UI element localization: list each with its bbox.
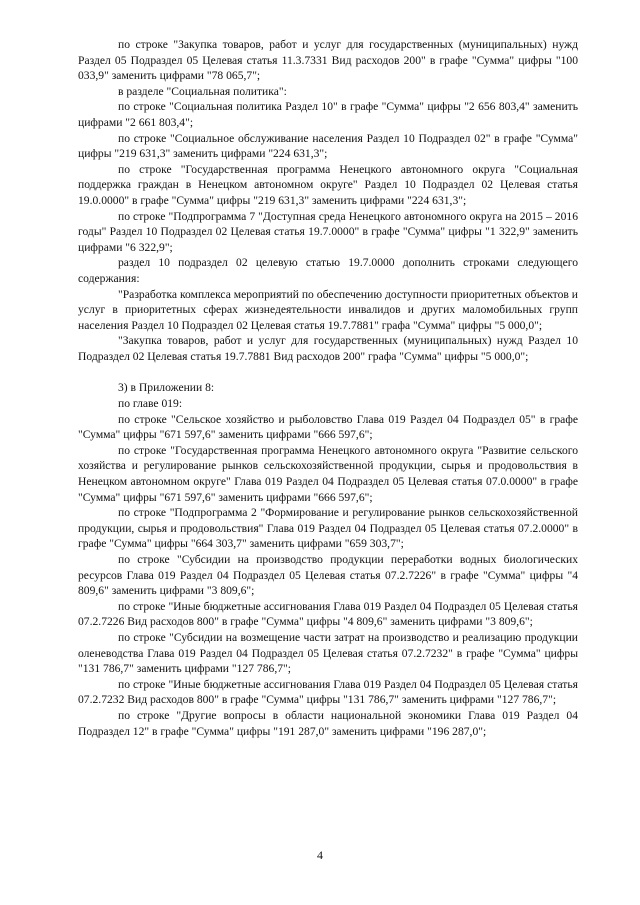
paragraph: по строке "Иные бюджетные ассигнования Глава 019 Раздел 04 Подраздел 05 Целевая статья 07.2.7232 Вид расходов 800" в графе "Сумма" цифры "131 786,7" заменить цифрами "127 786,7"; xyxy=(78,677,578,707)
document-body xyxy=(78,37,578,739)
paragraph: по строке "Социальная политика Раздел 10" в графе "Сумма" цифры "2 656 803,4" заменить цифрами "2 661 803,4"; xyxy=(78,100,578,129)
paragraph: по главе 019: xyxy=(118,397,183,411)
paragraph: по строке "Сельское хозяйство и рыболовство Глава 019 Раздел 04 Подраздел 05" в графе "Сумма" цифры "671 597,6" заменить цифрами "666 597,6"; xyxy=(78,412,578,442)
paragraph: по строке "Субсидии на производство продукции переработки водных биологических ресурсов Глава 019 Раздел 04 Подраздел 05 Целевая статья 07.2.7226" в графе "Сумма" цифры "4 809,6" заменить цифрами "3 809,6"; xyxy=(78,553,578,598)
paragraph: по строке "Социальное обслуживание населения Раздел 10 Подраздел 02" в графе "Сумма" цифры "219 631,3" заменить цифрами "224 631,3"; xyxy=(78,131,578,161)
paragraph: по строке "Закупка товаров, работ и услуг для государственных (муниципальных) нужд Раздел 05 Подраздел 05 Целевая статья 11.3.7331 Вид расходов 200" в графе "Сумма" цифры "100 033,9" заменить цифрами "78 065,7"; xyxy=(78,38,578,83)
paragraph: "Разработка комплекса мероприятий по обеспечению доступности приоритетных объектов и услуг в приоритетных сферах жизнедеятельности инвалидов и других маломобильных групп населения Раздел 10 Подраздел 02 Целевая статья 19.7.7881" графа "Сумма" цифры "5 000,0"; xyxy=(78,287,578,332)
paragraph: по строке "Иные бюджетные ассигнования Глава 019 Раздел 04 Подраздел 05 Целевая статья 07.2.7226 Вид расходов 800" в графе "Сумма" цифры "4 809,6" заменить цифрами "3 809,6"; xyxy=(78,599,578,629)
paragraph: по строке "Субсидии на возмещение части затрат на производство и реализацию продукции оленеводства Глава 019 Раздел 04 Подраздел 05 Целевая статья 07.2.7232" в графе "Сумма" цифры "131 786,7" заменить цифрами "127 786,7"; xyxy=(78,630,578,676)
paragraph: по строке "Государственная программа Ненецкого автономного округа "Развитие сельского хозяйства и регулирование рынков сельскохозяйственной продукции, сырья и продовольствия в Ненецком автономном округе" Глава 019 Раздел 04 Подраздел 05 Целевая статья 07.0.0000" в графе "Сумма" цифры "671 597,6" заменить цифрами "666 597,6"; xyxy=(78,443,578,504)
page-number: 4 xyxy=(317,848,323,862)
paragraph: по строке "Подпрограмма 7 "Доступная среда Ненецкого автономного округа на 2015 – 2016 годы" Раздел 10 Подраздел 02 Целевая статья 19.7.0000" в графе "Сумма" цифры "1 322,9" заменить цифрами "6 322,9"; xyxy=(78,209,578,254)
paragraph: в разделе "Социальная политика": xyxy=(118,84,287,98)
paragraph: по строке "Подпрограмма 2 "Формирование и регулирование рынков сельскохозяйственной продукции, сырья и продовольствия" Глава 019 Раздел 04 Подраздел 05 Целевая статья 07.2.0000" в графе "Сумма" цифры "664 303,7" заменить цифрами "659 303,7"; xyxy=(78,506,578,551)
paragraph: по строке "Другие вопросы в области национальной экономики Глава 019 Раздел 04 Подраздел 12" в графе "Сумма" цифры "191 287,0" заменить цифрами "196 287,0"; xyxy=(78,708,578,738)
paragraph: "Закупка товаров, работ и услуг для государственных (муниципальных) нужд Раздел 10 Подраздел 02 Целевая статья 19.7.7881 Вид расходов 200" графа "Сумма" цифры "5 000,0"; xyxy=(78,334,578,363)
section-heading: 3) в Приложении 8: xyxy=(118,381,215,395)
paragraph: раздел 10 подраздел 02 целевую статью 19.7.0000 дополнить строками следующего содержания: xyxy=(78,256,578,285)
paragraph: по строке "Государственная программа Ненецкого автономного округа "Социальная поддержка граждан в Ненецком автономном округе" Раздел 10 Подраздел 02 Целевая статья 19.0.0000" в графе "Сумма" цифры "219 631,3" заменить цифрами "224 631,3"; xyxy=(78,162,578,207)
